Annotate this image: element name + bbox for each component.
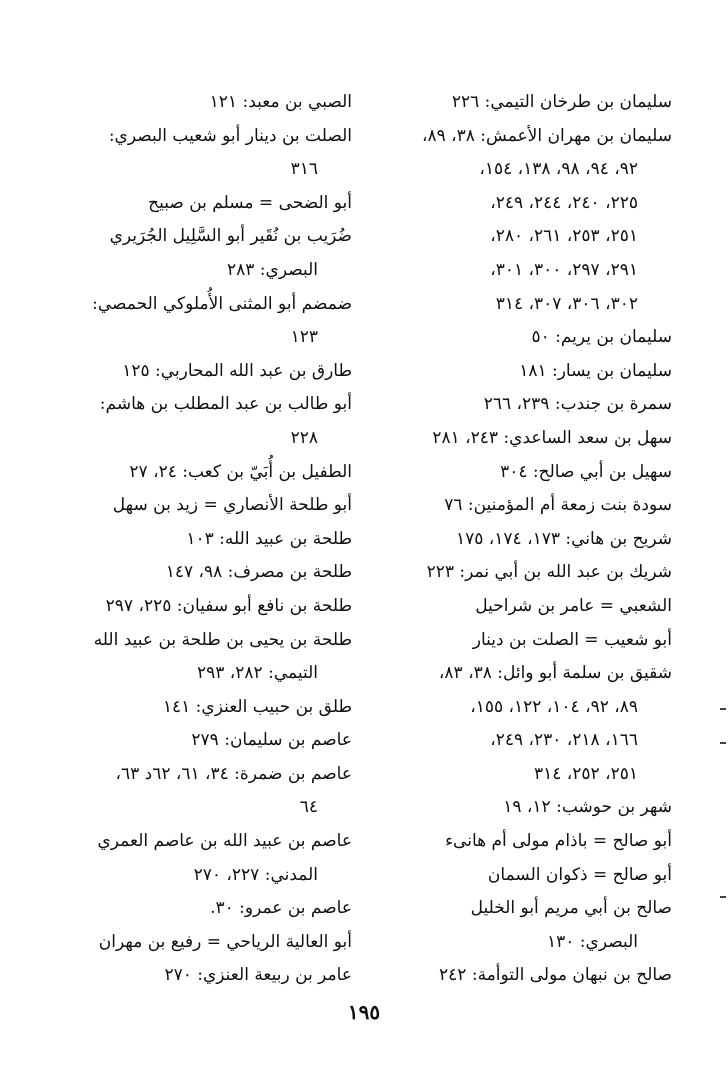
margin-mark	[720, 708, 726, 710]
index-entry: سودة بنت زمعة أم المؤمنين: ٧٦	[444, 495, 672, 516]
index-entry: ٢٢٥، ٢٤٠، ٢٤٤، ٢٤٩،	[490, 192, 638, 213]
index-entry: الصبي بن معبد: ١٢١	[209, 92, 352, 112]
index-entry: أبو صالح = باذام مولى أم هانىء	[445, 831, 672, 852]
index-entry: ٢٩١، ٢٩٧، ٣٠٠، ٣٠١،	[490, 259, 638, 280]
index-entry: ٨٩، ٩٢، ١٠٤، ١٢٢، ١٥٥،	[470, 696, 638, 717]
index-entry: سهل بن سعد الساعدي: ٢٤٣، ٢٨١	[432, 427, 672, 448]
index-entry: أبو طلحة الأنصاري = زيد بن سهل	[112, 495, 352, 516]
margin-mark	[720, 742, 726, 744]
index-entry: سمرة بن جندب: ٢٣٩، ٢٦٦	[483, 394, 672, 415]
index-column-left	[70, 86, 352, 993]
index-entry: عاصم بن سليمان: ٢٧٩	[191, 730, 352, 751]
index-entry: عاصم بن عبيد الله بن عاصم العمري	[97, 831, 352, 852]
index-entry: ٩٢، ٩٤، ٩٨، ١٣٨، ١٥٤،	[479, 159, 638, 180]
index-entry: سهيل بن أبي صالح: ٣٠٤	[500, 461, 672, 482]
index-entry: صالح بن أبي مريم أبو الخليل	[470, 898, 672, 919]
index-entry: شريح بن هاني: ١٧٣، ١٧٤، ١٧٥	[456, 528, 672, 549]
index-entry: طلحة بن مصرف: ٩٨، ١٤٧	[165, 562, 352, 583]
index-entry: ٢٥١، ٢٥٢، ٣١٤	[534, 763, 638, 784]
index-entry: التيمي: ٢٨٢، ٢٩٣	[197, 663, 318, 684]
index-entry: سليمان بن مهران الأعمش: ٣٨، ٨٩،	[421, 125, 672, 146]
index-entry: أبو شعيب = الصلت بن دينار	[472, 629, 672, 650]
index-entry: الصلت بن دينار أبو شعيب البصري:	[108, 125, 352, 146]
index-entry: أبو طالب بن عبد المطلب بن هاشم:	[99, 394, 352, 415]
index-entry: ١٢٣	[290, 327, 318, 348]
index-entry: طلق بن حبيب العنزي: ١٤١	[162, 696, 352, 717]
index-entry: ٣١٦	[290, 159, 318, 180]
index-entry: ضُرَيب بن نُقَير أبو السَّلِيل الجُرَيري	[109, 226, 352, 247]
index-entry: ٢٢٨	[290, 427, 318, 448]
index-entry: ٣٠٢، ٣٠٦، ٣٠٧، ٣١٤	[495, 293, 638, 314]
index-entry: طلحة بن نافع أبو سفيان: ٢٢٥، ٢٩٧	[105, 595, 352, 616]
index-entry: أبو صالح = ذكوان السمان	[487, 864, 672, 885]
index-entry: شريك بن عبد الله بن أبي نمر: ٢٢٣	[426, 562, 672, 583]
index-entry: شهر بن حوشب: ١٢، ١٩	[503, 797, 672, 818]
index-entry: طلحة بن يحيى بن طلحة بن عبيد الله	[93, 629, 352, 650]
index-entry: طارق بن عبد الله المحاربي: ١٢٥	[122, 360, 352, 381]
index-entry: ضمضم أبو المثنى الأُملوكي الحمصي:	[92, 293, 352, 314]
index-entry: سليمان بن يسار: ١٨١	[519, 360, 672, 381]
index-entry: أبو الضحى = مسلم بن صبيح	[148, 192, 352, 213]
index-entry: سليمان بن يريم: ٥٠	[531, 327, 672, 348]
index-entry: سليمان بن طرخان التيمي: ٢٢٦	[451, 92, 672, 112]
index-entry: صالح بن نبهان مولى التوأمة: ٢٤٢	[439, 965, 672, 986]
index-entry: ١٦٦، ٢١٨، ٢٣٠، ٢٤٩،	[490, 730, 638, 751]
index-entry: الطفيل بن أُبَيّ بن كعب: ٢٤، ٢٧	[129, 461, 352, 482]
index-entry: شقيق بن سلمة أبو وائل: ٣٨، ٨٣،	[438, 663, 672, 684]
index-entry: ٢٥١، ٢٥٣، ٢٦١، ٢٨٠،	[490, 226, 638, 247]
index-entry: أبو العالية الرياحي = رفيع بن مهران	[98, 931, 352, 952]
index-entry: البصري: ٢٨٣	[227, 259, 318, 280]
index-entry: طلحة بن عبيد الله: ١٠٣	[186, 528, 352, 549]
index-entry: عامر بن ربيعة العنزي: ٢٧٠	[164, 965, 352, 986]
page-number: ١٩٥	[347, 1000, 381, 1024]
margin-mark	[720, 896, 726, 898]
index-entry: المدني: ٢٢٧، ٢٧٠	[193, 864, 318, 885]
index-entry: عاصم بن عمرو: ٣٠.	[210, 898, 352, 919]
index-entry: عاصم بن ضمرة: ٣٤، ٦١، ٦٢د ٦٣،	[115, 763, 352, 784]
index-entry: الشعبي = عامر بن شراحيل	[475, 595, 672, 616]
index-entry: ٦٤	[299, 797, 318, 818]
index-column-right	[390, 86, 672, 993]
index-entry: البصري: ١٣٠	[547, 931, 638, 952]
